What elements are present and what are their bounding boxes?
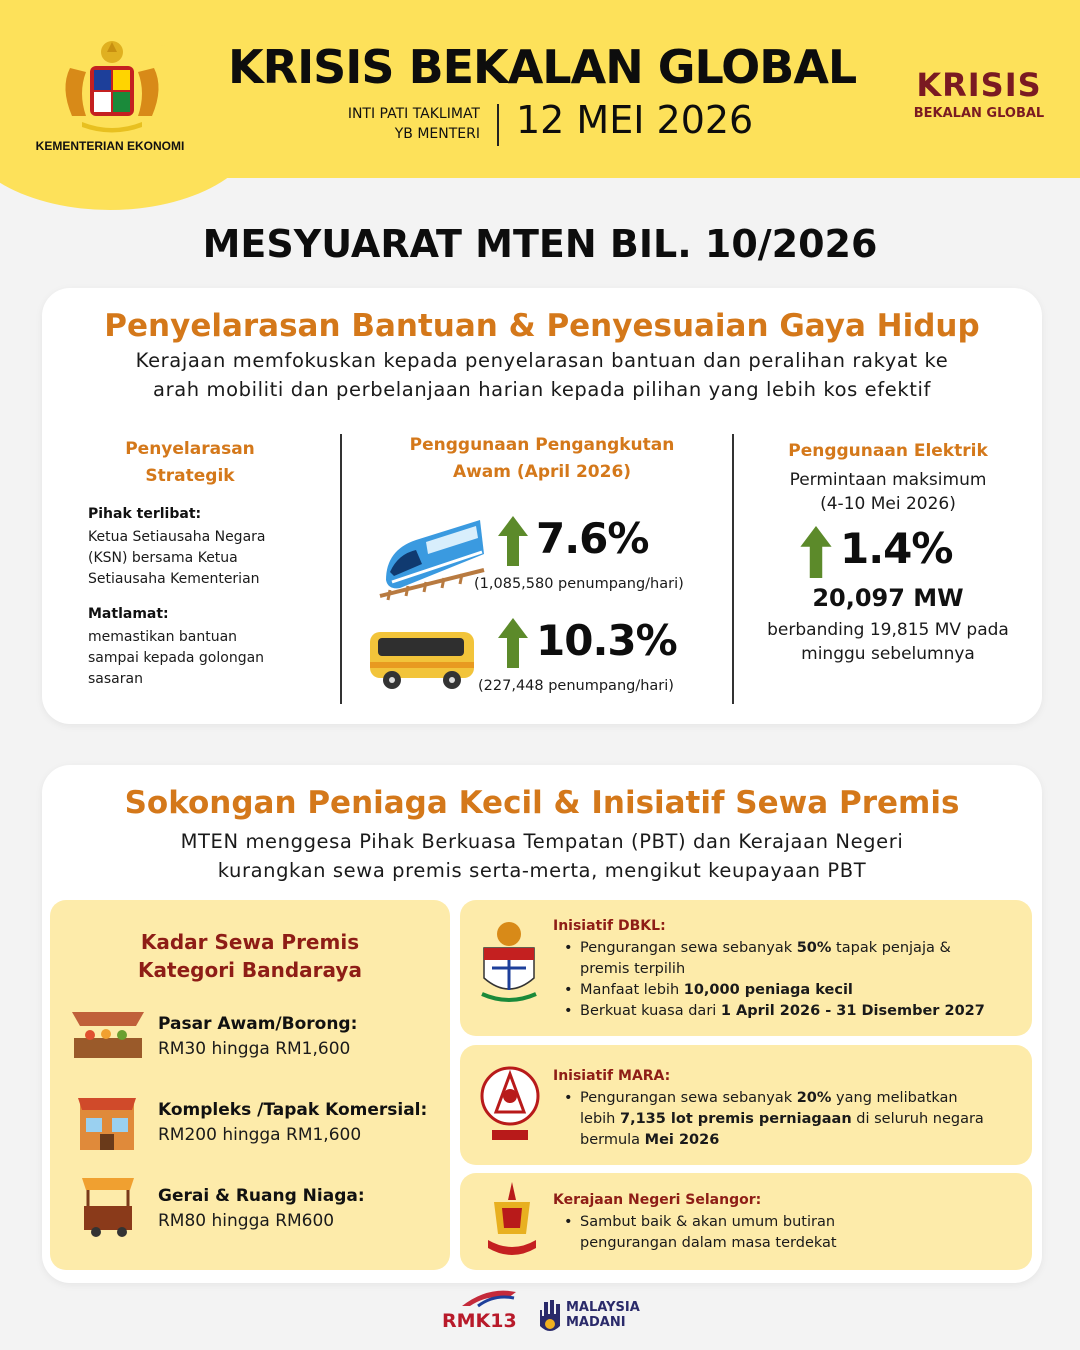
heading-line: Penyelarasan: [125, 439, 255, 459]
list-item: [562, 980, 1022, 1001]
shop-building-icon: [76, 1092, 138, 1152]
subtitle-line: MTEN menggesa Pihak Berkuasa Tempatan (PBT) dan Kerajaan Negeri: [180, 830, 904, 853]
text-run: di seluruh negara: [851, 1111, 984, 1127]
briefing-date: 12 MEI 2026: [516, 98, 754, 142]
selangor-title: Kerajaan Negeri Selangor:: [553, 1192, 762, 1208]
subtitle-line: Kerajaan memfokuskan kepada penyelarasan bantuan dan peralihan rakyat ke: [135, 349, 949, 372]
section-subtitle: [62, 827, 1022, 885]
subtitle-line: kurangkan sewa premis serta-merta, mengikut keupayaan PBT: [217, 859, 867, 882]
compare-text: [742, 618, 1034, 666]
ministry-name: KEMENTERIAN EKONOMI: [35, 139, 185, 153]
heading-line: Strategik: [145, 466, 235, 486]
electric-heading: Penggunaan Elektrik: [788, 441, 988, 461]
briefing-line: INTI PATI TAKLIMAT: [347, 106, 480, 122]
section-subtitle: [62, 346, 1022, 404]
bus-percentage: 10.3%: [536, 616, 677, 665]
text-run: tapak penjaja &: [831, 940, 951, 956]
page-title: KRISIS BEKALAN GLOBAL: [228, 40, 857, 94]
selangor-crest-icon: [484, 1180, 540, 1264]
rail-passengers: (1,085,580 penumpang/hari): [474, 576, 684, 592]
rail-percentage: 7.6%: [536, 514, 649, 563]
dbkl-title: Inisiatif DBKL:: [553, 918, 666, 934]
column-divider: [340, 434, 342, 704]
heading-line: Kadar Sewa Premis: [140, 930, 360, 954]
market-stall-icon: [66, 1008, 150, 1060]
rent-item-range: RM30 hingga RM1,600: [158, 1039, 351, 1059]
text-run: Pengurangan sewa sebanyak: [580, 1090, 797, 1106]
text-run: Berkuat kuasa dari: [580, 1003, 721, 1019]
rmk13-swoosh-icon: [458, 1288, 518, 1308]
heading-line: Penggunaan Pengangkutan: [409, 435, 675, 455]
text-line: Ketua Setiausaha Negara: [88, 529, 266, 545]
parties-label: Pihak terlibat:: [88, 506, 202, 522]
goal-label: Matlamat:: [88, 606, 169, 622]
arrow-up-icon: [498, 618, 528, 668]
rent-heading: [50, 928, 450, 984]
text-line: berbanding 19,815 MV pada: [767, 620, 1009, 640]
rent-item-label: Gerai & Ruang Niaga:: [158, 1186, 365, 1206]
krisis-badge: [904, 66, 1054, 126]
transport-heading: [352, 432, 732, 486]
demand-text: [742, 468, 1034, 516]
briefing-label: [300, 104, 480, 144]
list-item: [562, 1088, 1022, 1151]
dbkl-list: [562, 938, 1022, 1022]
card-assistance: [42, 288, 1042, 724]
list-item: [562, 1212, 1022, 1254]
text-line: Permintaan maksimum: [789, 470, 987, 490]
text-run: lebih: [580, 1111, 620, 1127]
madani-hand-icon: [536, 1296, 564, 1334]
text-line: (4-10 Mei 2026): [820, 494, 956, 514]
text-run: premis terpilih: [580, 961, 686, 977]
strategic-heading: [70, 436, 310, 490]
text-line: (KSN) bersama Ketua: [88, 550, 238, 566]
text-run: Sambut baik & akan umum butiran: [580, 1214, 836, 1230]
text-line: memastikan bantuan: [88, 629, 238, 645]
section-title: Penyelarasan Bantuan & Penyesuaian Gaya Hidup: [104, 308, 980, 344]
text-run: Pengurangan sewa sebanyak: [580, 940, 797, 956]
madani-line: MALAYSIA: [566, 1300, 640, 1315]
coat-of-arms-icon: [52, 38, 172, 133]
text-run: Manfaat lebih: [580, 982, 684, 998]
mara-list: [562, 1088, 1022, 1151]
text-run-bold: Mei 2026: [644, 1132, 720, 1148]
heading-line: Awam (April 2026): [452, 462, 632, 482]
text-line: Setiausaha Kementerian: [88, 571, 260, 587]
arrow-up-icon: [800, 526, 832, 578]
text-line: minggu sebelumnya: [801, 644, 975, 664]
text-run-bold: 7,135 lot premis perniagaan: [619, 1111, 852, 1127]
krisis-badge-title: KRISIS: [916, 66, 1042, 104]
section-title: Sokongan Peniaga Kecil & Inisiatif Sewa Premis: [124, 785, 960, 821]
rent-item-label: Kompleks /Tapak Komersial:: [158, 1100, 428, 1120]
list-item: [562, 1001, 1022, 1022]
goal-text: [88, 627, 264, 690]
rmk13-logo: RMK13: [442, 1310, 517, 1332]
briefing-line: YB MENTERI: [394, 126, 480, 142]
dbkl-crest-icon: [476, 920, 542, 1004]
text-run: yang melibatkan: [831, 1090, 958, 1106]
parties-text: [88, 527, 265, 590]
text-run-bold: 20%: [796, 1090, 832, 1106]
text-run-bold: 10,000 peniaga kecil: [683, 982, 853, 998]
train-icon: [376, 510, 488, 602]
subtitle-line: arah mobiliti dan perbelanjaan harian kepada pilihan yang lebih kos efektif: [153, 378, 931, 401]
divider: [497, 104, 499, 146]
text-run: bermula: [580, 1132, 645, 1148]
heading-line: Kategori Bandaraya: [138, 958, 362, 982]
rent-item-label: Pasar Awam/Borong:: [158, 1014, 358, 1034]
arrow-up-icon: [498, 516, 528, 566]
mara-logo-icon: [478, 1064, 542, 1148]
bus-passengers: (227,448 penumpang/hari): [478, 678, 674, 694]
food-cart-icon: [80, 1176, 136, 1238]
text-line: sampai kepada golongan: [88, 650, 265, 666]
column-divider: [732, 434, 734, 704]
rent-item-range: RM80 hingga RM600: [158, 1211, 335, 1231]
bus-icon: [366, 628, 478, 690]
text-run-bold: 1 April 2026 - 31 Disember 2027: [720, 1003, 985, 1019]
rent-item-range: RM200 hingga RM1,600: [158, 1125, 362, 1145]
text-run: pengurangan dalam masa terdekat: [580, 1235, 837, 1251]
electric-percentage: 1.4%: [840, 524, 953, 573]
electric-mw: 20,097 MW: [812, 584, 964, 612]
selangor-list: [562, 1212, 1022, 1254]
list-item: [562, 938, 1022, 980]
mara-title: Inisiatif MARA:: [553, 1068, 671, 1084]
meeting-title: MESYUARAT MTEN BIL. 10/2026: [202, 222, 878, 266]
text-run-bold: 50%: [796, 940, 832, 956]
krisis-badge-subtitle: BEKALAN GLOBAL: [913, 106, 1045, 121]
madani-line: MADANI: [566, 1315, 626, 1330]
text-line: sasaran: [88, 671, 143, 687]
madani-logo: [566, 1300, 640, 1330]
